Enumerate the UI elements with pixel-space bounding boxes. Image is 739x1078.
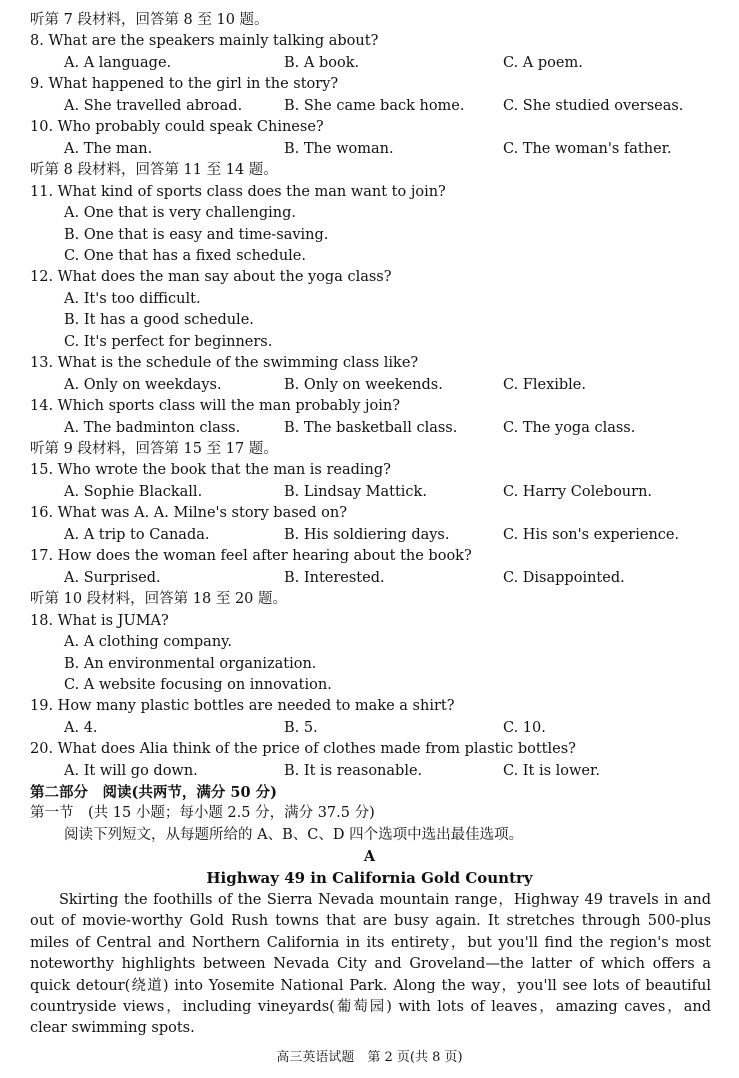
question-text: 16. What was A. A. Milne's story based on? <box>30 505 347 522</box>
option-line <box>0 289 739 310</box>
option-a: A. She travelled abroad. <box>64 97 243 114</box>
section-instruction <box>0 589 739 610</box>
options-row <box>0 482 739 503</box>
option-b: B. The basketball class. <box>284 419 458 436</box>
option-a: A. The badminton class. <box>64 419 241 436</box>
option-a: A. Sophie Blackall. <box>64 483 203 500</box>
question-text: 11. What kind of sports class does the man want to join? <box>30 183 446 200</box>
question-stem <box>0 503 739 524</box>
options-row <box>0 53 739 74</box>
question-stem <box>0 117 739 138</box>
question-text: 13. What is the schedule of the swimming class like? <box>30 355 419 372</box>
option-b: B. Lindsay Mattick. <box>284 483 427 500</box>
option-text: A. A clothing company. <box>64 634 233 650</box>
option-a: A. A language. <box>64 54 172 71</box>
option-text: A. It's too difficult. <box>64 290 201 307</box>
option-c: C. It is lower. <box>503 762 600 779</box>
option-a: A. Only on weekdays. <box>64 376 222 393</box>
section-instruction <box>0 10 739 31</box>
options-row <box>0 761 739 782</box>
question-text: 19. How many plastic bottles are needed to make a shirt? <box>30 698 455 715</box>
option-c: C. 10. <box>503 719 546 736</box>
option-c: C. A poem. <box>503 54 583 71</box>
option-a: A. 4. <box>64 719 98 736</box>
option-line <box>0 675 739 696</box>
option-text: A. One that is very challenging. <box>64 205 296 221</box>
question-text: 17. How does the woman feel after hearing about the book? <box>30 548 472 565</box>
section-text: 听第 10 段材料，回答第 18 至 20 题。 <box>30 591 288 608</box>
question-text: 20. What does Alia think of the price of clothes made from plastic bottles? <box>30 741 576 758</box>
option-text: C. One that has a fixed schedule. <box>64 247 306 264</box>
option-c: C. The yoga class. <box>503 419 636 436</box>
question-stem <box>0 353 739 374</box>
option-text: B. One that is easy and time-saving. <box>64 226 329 243</box>
option-line <box>0 310 739 331</box>
section-text: 听第 7 段材料，回答第 8 至 10 题。 <box>30 12 269 28</box>
section-text: 听第 8 段材料，回答第 11 至 14 题。 <box>30 162 278 179</box>
question-stem <box>0 739 739 760</box>
option-a: A. The man. <box>64 140 153 157</box>
options-row <box>0 525 739 546</box>
question-text: 18. What is JUMA? <box>30 612 169 629</box>
option-b: B. Only on weekends. <box>284 376 443 393</box>
option-line <box>0 654 739 675</box>
passage-letter: A <box>363 848 376 865</box>
option-b: B. A book. <box>284 54 360 71</box>
option-text: C. It's perfect for beginners. <box>64 333 273 350</box>
options-row <box>0 418 739 439</box>
passage-body: Skirting the foothills of the Sierra Nevada mountain range，Highway 49 travels in and out of movie-worthy Gold Rush towns that are busy again. It stretches through 500-plus miles of Central and Northern California in its entirety，but you'll find the region's most noteworthy highlights between Nevada City and Groveland—the latter of which offers a quick detour(绕道) into Yosemite National Park. Along the way，you'll see lots of beautiful countryside views，including vineyards(葡萄园) with lots of leaves，amazing caves，and clear swimming spots. <box>30 892 711 1037</box>
section-text: 听第 9 段材料，回答第 15 至 17 题。 <box>30 441 278 457</box>
question-stem <box>0 611 739 632</box>
option-text: B. An environmental organization. <box>64 655 317 672</box>
part2-heading: 第二部分 阅读(共两节，满分 50 分) <box>30 784 277 801</box>
page-footer: 高三英语试题 第 2 页(共 8 页) <box>276 1050 463 1065</box>
option-c: C. His son's experience. <box>503 526 680 543</box>
options-row <box>0 139 739 160</box>
question-stem <box>0 460 739 481</box>
options-row <box>0 568 739 589</box>
option-a: A. Surprised. <box>64 569 161 586</box>
option-b: B. It is reasonable. <box>284 762 423 779</box>
option-line <box>0 246 739 267</box>
question-text: 12. What does the man say about the yoga class? <box>30 269 392 286</box>
option-b: B. She came back home. <box>284 97 465 114</box>
section-instruction <box>0 439 739 460</box>
question-stem <box>0 182 739 203</box>
option-text: B. It has a good schedule. <box>64 312 254 329</box>
option-line <box>0 203 739 224</box>
option-text: C. A website focusing on innovation. <box>64 676 332 693</box>
question-stem <box>0 696 739 717</box>
option-b: B. Interested. <box>284 569 385 586</box>
question-text: 15. Who wrote the book that the man is reading? <box>30 462 391 479</box>
option-c: C. Harry Colebourn. <box>503 483 653 500</box>
reading-instruction: 阅读下列短文，从每题所给的 A、B、C、D 四个选项中选出最佳选项。 <box>64 827 524 843</box>
option-c: C. Disappointed. <box>503 569 625 586</box>
question-stem <box>0 74 739 95</box>
passage-title: Highway 49 in California Gold Country <box>206 869 533 887</box>
option-c: C. The woman's father. <box>503 140 672 157</box>
option-a: A. It will go down. <box>64 762 198 779</box>
options-row <box>0 375 739 396</box>
question-stem <box>0 546 739 567</box>
option-a: A. A trip to Canada. <box>64 526 210 543</box>
option-line <box>0 632 739 653</box>
question-text: 14. Which sports class will the man probably join? <box>30 398 400 415</box>
question-text: 8. What are the speakers mainly talking about? <box>30 33 379 50</box>
question-stem <box>0 31 739 52</box>
option-b: B. His soldiering days. <box>284 526 450 543</box>
option-b: B. 5. <box>284 719 318 736</box>
option-b: B. The woman. <box>284 140 394 157</box>
question-stem <box>0 396 739 417</box>
option-line <box>0 332 739 353</box>
option-c: C. She studied overseas. <box>503 97 684 114</box>
question-stem <box>0 267 739 288</box>
question-text: 10. Who probably could speak Chinese? <box>30 119 324 136</box>
section1-heading: 第一节 (共 15 小题；每小题 2.5 分，满分 37.5 分) <box>30 805 375 821</box>
option-c: C. Flexible. <box>503 376 586 393</box>
options-row <box>0 718 739 739</box>
option-line <box>0 225 739 246</box>
section-instruction <box>0 160 739 181</box>
question-text: 9. What happened to the girl in the story? <box>30 76 339 93</box>
options-row <box>0 96 739 117</box>
